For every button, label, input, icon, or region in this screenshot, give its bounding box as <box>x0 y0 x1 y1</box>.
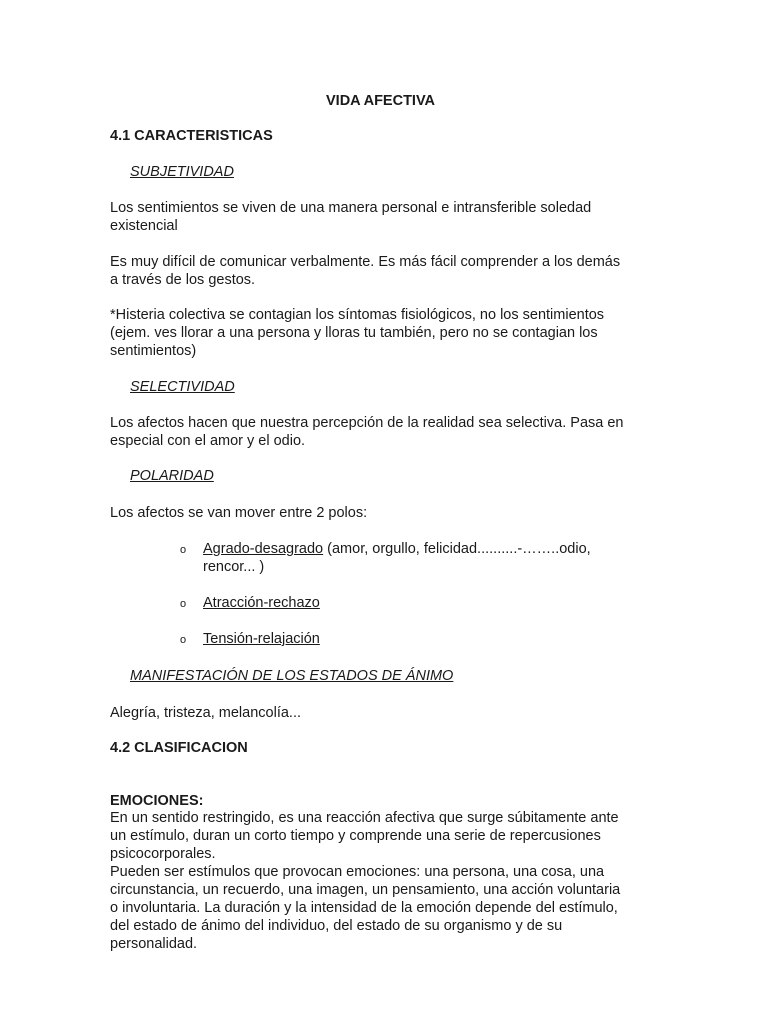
paragraph-line: especial con el amor y el odio. <box>110 433 306 449</box>
list-item-term: Agrado-desagrado <box>203 541 324 557</box>
paragraph-line: Alegría, tristeza, melancolía... <box>110 705 301 721</box>
paragraph-line: (ejem. ves llorar a una persona y lloras tu también, pero no se contagian los <box>110 325 598 341</box>
paragraph-line: *Histeria colectiva se contagian los síntomas fisiológicos, no los sentimientos <box>110 307 605 323</box>
list-item <box>203 540 591 558</box>
list-item-term: Tensión-relajación <box>203 631 320 647</box>
subheading-selectividad: SELECTIVIDAD <box>130 379 235 395</box>
paragraph-line: Los afectos se van mover entre 2 polos: <box>110 505 368 521</box>
list-item-text: rencor... ) <box>203 559 265 575</box>
list-item-term: Atracción-rechazo <box>203 595 320 611</box>
paragraph-line: existencial <box>110 218 178 234</box>
section-heading-clasificacion: 4.2 CLASIFICACION <box>110 740 248 756</box>
paragraph-line: un estímulo, duran un corto tiempo y comprende una serie de repercusiones <box>110 828 601 844</box>
paragraph-line: psicocorporales. <box>110 846 216 862</box>
document-title: VIDA AFECTIVA <box>326 93 436 109</box>
paragraph-line: Los sentimientos se viven de una manera personal e intransferible soledad <box>110 200 592 216</box>
section-heading-caracteristicas: 4.1 CARACTERISTICAS <box>110 128 273 144</box>
list-item-text: (amor, orgullo, felicidad..........-……..odio, <box>323 541 591 557</box>
paragraph-line: o involuntaria. La duración y la intensidad de la emoción depende del estímulo, <box>110 900 618 916</box>
paragraph-line: personalidad. <box>110 936 198 952</box>
bullet-circle-icon: o <box>180 544 187 556</box>
paragraph-line: circunstancia, un recuerdo, una imagen, un pensamiento, una acción voluntaria <box>110 882 621 898</box>
paragraph-line: Los afectos hacen que nuestra percepción de la realidad sea selectiva. Pasa en <box>110 415 624 431</box>
paragraph-line: del estado de ánimo del individuo, del estado de su organismo y de su <box>110 918 563 934</box>
paragraph-line: sentimientos) <box>110 343 197 359</box>
paragraph-line: a través de los gestos. <box>110 272 256 288</box>
bullet-circle-icon: o <box>180 634 187 646</box>
subheading-emociones: EMOCIONES: <box>110 793 204 809</box>
subheading-polaridad: POLARIDAD <box>130 468 214 484</box>
bullet-circle-icon: o <box>180 598 187 610</box>
subheading-manifestacion: MANIFESTACIÓN DE LOS ESTADOS DE ÁNIMO <box>130 668 454 684</box>
subheading-subjetividad: SUBJETIVIDAD <box>130 164 234 180</box>
paragraph-line: Es muy difícil de comunicar verbalmente. Es más fácil comprender a los demás <box>110 254 621 270</box>
paragraph-line: Pueden ser estímulos que provocan emociones: una persona, una cosa, una <box>110 864 605 880</box>
paragraph-line: En un sentido restringido, es una reacción afectiva que surge súbitamente ante <box>110 810 619 826</box>
